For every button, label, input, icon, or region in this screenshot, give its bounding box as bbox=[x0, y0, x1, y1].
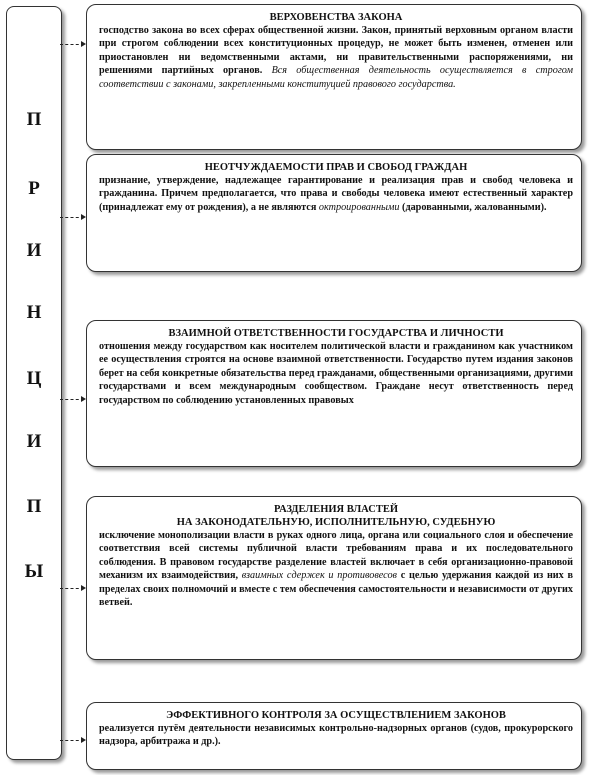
principle-subtitle: НА ЗАКОНОДАТЕЛЬНУЮ, ИСПОЛНИТЕЛЬНУЮ, СУДЕБНУЮ bbox=[176, 517, 496, 528]
connector-arrow bbox=[60, 399, 84, 400]
connector-arrow bbox=[60, 588, 84, 589]
principle-text-main: господство закона во всех сферах общественной жизни. Закон, принятый верховным органом власти при строгом соблюдении всех конституционных процедур, не может быть изменен, отменен или приостановлен ни ведомственными актами, ни правительственными распоряжениями, ни решениями партийных органов. bbox=[99, 25, 573, 77]
principle-box-mutual-responsibility bbox=[86, 320, 582, 467]
principles-letter: Р bbox=[28, 178, 40, 199]
connector-arrow bbox=[60, 44, 84, 45]
principle-text-main: отношения между государством как носителем политической власти и гражданином как участником ее осуществления строятся на основе взаимной ответственности. Государство путем издания законов берет на себя конкретные обязательства перед гражданами, общественными организациями, другими государствами и всем международным сообществом. Граждане несут ответственность перед государством по соблюдению установленных правовых bbox=[99, 341, 573, 406]
principle-title: ВЕРХОВЕНСТВА ЗАКОНА bbox=[269, 12, 403, 23]
principle-text-tail: (дарованными, жалованными). bbox=[402, 201, 547, 213]
principle-text-tail: с целью удержания каждой из них в пределах своих полномочий и вместе с тем обеспечения самостоятельности и независимости от других ветвей. bbox=[99, 570, 574, 609]
principles-letter: П bbox=[26, 109, 42, 130]
principle-text bbox=[99, 24, 573, 91]
connector-arrow bbox=[60, 740, 84, 741]
principle-text-italic: взаимных сдержек и противовесов bbox=[241, 570, 397, 582]
principles-letter: И bbox=[26, 431, 42, 452]
principle-text-italic: октроированными bbox=[318, 201, 400, 213]
principle-text bbox=[99, 340, 573, 407]
principles-letter: Ц bbox=[26, 368, 42, 389]
principle-text bbox=[99, 174, 573, 214]
principle-box-effective-control bbox=[86, 702, 582, 770]
principle-text bbox=[99, 722, 573, 749]
principle-title: НЕОТЧУЖДАЕМОСТИ ПРАВ И СВОБОД ГРАЖДАН bbox=[204, 162, 468, 173]
principle-box-separation-of-powers bbox=[86, 496, 582, 660]
principle-text-main: реализуется путём деятельности независимых контрольно-надзорных органов (судов, прокурорского надзора, арбитража и др.). bbox=[99, 723, 573, 748]
principle-text-main: исключение монополизации власти в руках одного лица, органа или социального слоя и обеспечение соответствия всей системы публичной власти требованиям права и их последовательного соблюдения. В правовом государстве разделение властей включает в себя организационно-правовой механизм их взаимодействия, bbox=[99, 530, 573, 582]
principles-letter: Ы bbox=[24, 561, 44, 582]
principle-text-main: признание, утверждение, надлежащее гарантирование и реализация прав и свобод человека и гражданина. Причем предполагается, что права и свободы человека имеют естественный характер (принадлежат ему от рождения), а не являются bbox=[99, 175, 573, 213]
connector-arrow bbox=[60, 217, 84, 218]
principle-title: ВЗАИМНОЙ ОТВЕТСТВЕННОСТИ ГОСУДАРСТВА И ЛИЧНОСТИ bbox=[168, 328, 504, 339]
principle-title: РАЗДЕЛЕНИЯ ВЛАСТЕЙ bbox=[274, 504, 398, 515]
principles-letter: Н bbox=[26, 302, 42, 323]
principle-box-supremacy-of-law bbox=[86, 4, 582, 150]
principle-box-inalienable-rights bbox=[86, 154, 582, 272]
principles-letter: П bbox=[26, 496, 42, 517]
principle-text bbox=[99, 529, 573, 609]
principles-label-bar bbox=[6, 6, 62, 760]
principle-text-italic: Вся общественная деятельность осуществляется в строгом соответствии с законами, закрепленными конституцией правового государства. bbox=[99, 65, 573, 90]
principles-letter: И bbox=[26, 240, 42, 261]
principle-title: ЭФФЕКТИВНОГО КОНТРОЛЯ ЗА ОСУЩЕСТВЛЕНИЕМ ЗАКОНОВ bbox=[166, 710, 506, 721]
